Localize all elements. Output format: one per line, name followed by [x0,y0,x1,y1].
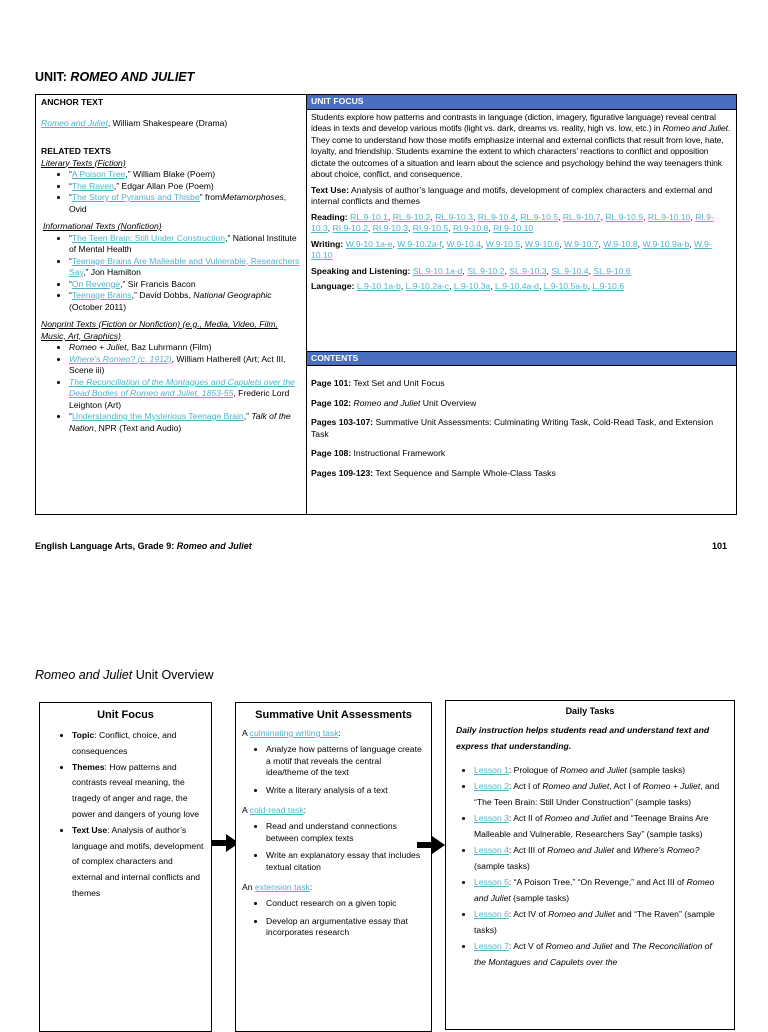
contents-item [311,378,732,390]
assessment-item: • Write an explanatory essay that includes textual citation [266,850,425,874]
cold-read-task-list [242,821,425,874]
anchor-text: Romeo and Juliet, William Shakespeare (Drama) [41,117,228,128]
lesson-link[interactable]: Lesson 5 [474,877,509,887]
lesson-text: (sample tasks) [474,861,530,871]
text-link[interactable]: Where’s Romeo? (c. 1912) [69,353,172,364]
standard-link[interactable]: L.9-10.2a-c [405,281,450,291]
lesson-work-title: Romeo and Juliet [542,781,610,791]
assessment-item: • Conduct research on a given topic [266,898,425,910]
lesson-item [474,906,724,938]
lesson-text: and “The Raven” (sample tasks) [474,909,715,935]
contents-item [311,398,732,410]
lesson-work-title: Romeo and Juliet [474,877,715,903]
lesson-text: : Act II of [508,813,545,823]
lesson-text: : Act I of [508,781,543,791]
contents-page: Pages 103-107: [311,417,374,427]
literary-texts-list [41,169,301,215]
contents-page: Page 108: [311,448,352,458]
informational-text-item [69,256,301,279]
overview-title: Romeo and Juliet Unit Overview [35,668,214,682]
unit-focus-description: Students explore how patterns and contrasts in language (diction, imagery, figurative language) reveal central ideas in texts and develop various motifs (light vs. dark, dreams vs. reality, high vs. low, etc.) in Romeo and Juliet. They come to understand how those motifs emphasize internal and external conflicts that result from love, hate, loyalty, and friendship. Students examine the extent to which characters’ reactions to conflict and opposition dictate the outcomes of a situation and learn about the science and psychology behind the way teenagers think about choice, conflict, and consequence. [311,111,731,179]
standard-link[interactable]: SL.9-10.1a-d [412,265,463,276]
literary-text-item [69,192,301,215]
text-link[interactable]: Understanding the Mysterious Teenage Brain [71,411,244,421]
contents-text: Romeo and Juliet [351,397,421,408]
lesson-item [474,938,724,970]
lesson-item [474,778,724,810]
nonprint-texts-label: Nonprint Texts (Fiction or Nonfiction) (e.g., Media, Video, Film, Music, Art, Graphics) [41,319,278,341]
language-standards: Language: L.9-10.1a-b, L.9-10.2a-c, L.9-10.3a, L.9-10.4a-d, L.9-10.5a-b, L.9-10.6 [311,281,625,291]
contents-page: Page 102: [311,397,352,408]
contents-item [311,417,732,440]
standard-link[interactable]: RI.9-10.8 [452,223,489,233]
text-author: , William Hatherell (Art; Act III, Scene iii) [69,353,286,375]
text-author: ,” David Dobbs, [131,290,194,300]
lesson-text: : Act V of [508,941,546,951]
lesson-text: , and “The Teen Brain: Still Under Construction” (sample tasks) [474,781,720,807]
standard-link[interactable]: W.9-10.8 [603,238,638,249]
text-author: ,” William Blake (Poem) [125,169,216,179]
text-author: ” from [199,192,223,202]
lesson-text: : Act III of [508,845,548,855]
unit-title: UNIT: ROMEO AND JULIET [35,70,195,84]
text-set-table [35,94,737,515]
standard-link[interactable]: L.9-10.3a [453,281,491,291]
informational-text-item [69,279,301,291]
lesson-work-title: Romeo and Juliet [544,813,612,823]
text-link[interactable]: Teenage Brains [71,290,132,300]
unit-focus-box-list [46,728,205,902]
standard-link[interactable]: W.9-10.10 [311,238,712,260]
lesson-work-title: Romeo and Juliet [547,845,614,855]
summative-box-title: Summative Unit Assessments [255,709,412,721]
standard-link[interactable]: SL.9-10.2 [467,265,505,276]
work-title: Romeo + Juliet [69,342,127,352]
culminating-task-list [242,744,425,797]
standard-link[interactable]: W.9-10.4 [446,238,481,249]
cold-read-task-link[interactable]: cold-read task [249,804,304,815]
text-set-column [36,95,307,514]
text-author: ,” Sir Francis Bacon [120,278,196,289]
unit-focus-label: Text Use [72,824,108,835]
lesson-item [474,762,724,778]
informational-text-item [69,233,301,256]
daily-tasks-title: Daily Tasks [565,706,615,716]
text-link[interactable]: The Raven [71,180,114,191]
assessment-item: • Develop an argumentative essay that incorporates research [266,916,425,940]
lessons-list [456,762,724,970]
unit-focus-column [307,95,736,514]
nonprint-text-item [69,354,301,377]
text-author: , Baz Luhrmann (Film) [126,342,212,352]
text-link[interactable]: On Revenge [71,278,121,289]
standard-link[interactable]: L.9-10.4a-d [494,281,539,291]
lesson-work-title: Romeo + Juliet [642,781,701,791]
lesson-link[interactable]: Lesson 1 [474,765,509,775]
contents-page: Pages 109-123: [311,467,374,478]
text-author: , NPR (Text and Audio) [93,422,182,433]
lesson-link[interactable]: Lesson 2 [474,781,509,791]
unit-focus-header: UNIT FOCUS [307,95,736,110]
standard-link[interactable]: RL.9-10.9 [605,211,644,222]
standard-link[interactable]: SL.9-10.4 [551,265,589,276]
contents-text: Instructional Framework [351,448,446,458]
text-link[interactable]: The Reconciliation of the Montagues and Capulets over the Dead Bodies of Romeo and Juliet, 1853-55 [69,376,295,398]
quote-mark: “ [69,232,72,243]
standard-link[interactable]: RI.9-10.10 [493,223,534,233]
page-footer: English Language Arts, Grade 9: Romeo and Juliet [35,541,252,551]
source-title: Talk of the Nation [69,411,291,433]
daily-tasks-intro: Daily instruction helps students read and understand text and express that understanding. [456,725,710,751]
lesson-text: , Act I of [609,781,643,791]
lesson-work-title: The Reconciliation of the Montagues and Capulets over the [474,941,712,967]
standard-link[interactable]: L.9-10.6 [592,281,625,291]
unit-focus-box-title: Unit Focus [97,709,154,721]
contents-text: Text Set and Unit Focus [351,378,445,388]
lesson-text: and [614,845,634,855]
standard-link[interactable]: RI.9-10.5 [412,223,449,233]
unit-focus-text: : Analysis of author’s language and motifs, development of complex characters and external and internal conflicts and themes [72,824,204,898]
contents-item [311,468,732,480]
standard-link[interactable]: W.9-10.2a-f [397,238,442,249]
literary-texts-label: Literary Texts (Fiction) [41,157,126,168]
text-author: ,” Jon Hamilton [83,267,141,277]
culminating-task-label: A culminating writing task: [242,728,341,738]
nonprint-text-item [69,377,301,412]
lesson-link[interactable]: Lesson 6 [474,909,509,919]
contents-text: Text Sequence and Sample Whole-Class Tasks [373,467,556,478]
text-author: ,” Edgar Allan Poe (Poem) [113,180,214,191]
assessment-item: • Write a literary analysis of a text [266,785,425,797]
lesson-text: : Prologue of [508,765,561,775]
unit-focus-item [72,760,205,823]
writing-standards: Writing: W.9-10.1a-e, W.9-10.2a-f, W.9-10.4, W.9-10.5, W.9-10.6, W.9-10.7, W.9-10.8, W.9-10.9a-b, W.9-10.10 [311,238,712,260]
contents-item [311,448,732,460]
text-author: (October 2011) [69,301,127,312]
daily-tasks-box [445,700,735,1030]
speaking-listening-standards: Speaking and Listening: SL.9-10.1a-d, SL.9-10.2, SL.9-10.3, SL.9-10.4, SL.9-10.6 [311,265,631,276]
quote-mark: “ [69,192,72,202]
informational-texts-label: Informational Texts (Nonfiction) [43,221,162,231]
unit-focus-label: Themes [72,761,105,772]
page-number: 101 [712,541,728,551]
lesson-text: : Act IV of [508,909,549,919]
quote-mark: “ [69,411,72,421]
extension-task-label: An extension task: [242,881,313,892]
lesson-text: and “Teenage Brains Are Malleable and Vulnerable, Researchers Say” (sample tasks) [474,813,709,839]
standard-link[interactable]: RL.9-10.5 [520,211,559,222]
standard-link[interactable]: SL.9-10.6 [593,265,631,276]
standard-link[interactable]: SL.9-10.3 [509,265,547,276]
contents-page: Page 101: [311,378,352,388]
standard-link[interactable]: RI.9-10.3 [311,211,714,233]
lesson-link[interactable]: Lesson 7 [474,941,509,951]
nonprint-text-item [69,342,301,354]
quote-mark: “ [69,180,72,191]
culminating-writing-task-link[interactable]: culminating writing task [249,728,339,738]
text-use: Text Use: Analysis of author’s language and motifs, development of complex characters and external and internal conflicts and themes [311,184,713,206]
text-author: , Frederic Lord Leighton (Art) [69,388,290,410]
related-texts-header: RELATED TEXTS [41,146,112,156]
lesson-work-title: Where’s Romeo? [633,845,700,855]
source-title: National Geographic [193,290,272,300]
assessment-item: • Read and understand connections between complex texts [266,821,425,845]
text-link[interactable]: The Teen Brain: Still Under Construction [71,232,226,243]
lesson-item [474,810,724,842]
nonprint-texts-list [41,342,301,434]
source-title: Metamorphoses [222,192,284,202]
text-link[interactable]: A Poison Tree [71,169,126,179]
literary-text-item [69,169,301,181]
standard-link[interactable]: RI.9-10.3 [372,223,409,233]
quote-mark: “ [69,290,72,300]
text-author: ,” National Institute of Mental Health [69,232,297,254]
contents-text: Unit Overview [420,397,477,408]
standard-link[interactable]: W.9-10.6 [524,238,560,249]
unit-focus-item [72,728,205,760]
informational-texts-list [41,233,301,314]
lesson-work-title: Romeo and Juliet [545,941,613,951]
literary-text-item [69,181,301,193]
lesson-text: and [612,941,632,951]
quote-mark: “ [69,278,72,289]
text-link[interactable]: The Story of Pyramus and Thisbe [71,192,200,202]
cold-read-task-label: A cold-read task: [242,804,307,815]
unit-focus-box [39,702,212,1032]
anchor-text-header: ANCHOR TEXT [41,97,104,107]
summative-assessments-box [235,702,432,1032]
unit-focus-text: : How patterns and contrasts reveal meaning, the tragedy of anger and rage, the power and dangers of young love [72,761,200,819]
informational-text-item [69,290,301,313]
standard-link[interactable]: L.9-10.1a-b [356,281,401,291]
text-link[interactable]: Teenage Brains Are Malleable and Vulnerable, Researchers Say [69,255,300,277]
standard-link[interactable]: W.9-10.5 [485,238,521,249]
standard-link[interactable]: RL.9-10.10 [647,211,691,222]
lesson-text: : “A Poison Tree,” “On Revenge,” and Act III of [508,877,687,887]
lesson-work-title: Romeo and Juliet [548,909,615,919]
text-author: , Ovid [69,192,287,214]
standard-link[interactable]: L.9-10.5a-b [543,281,588,291]
lesson-work-title: Romeo and Juliet [560,765,627,775]
assessment-item: • Analyze how patterns of language create a motif that reveals the central idea/theme of the text [266,744,425,779]
text-author: ,” [243,411,252,421]
standard-link[interactable]: RL.9-10.3 [435,211,473,222]
standard-link[interactable]: W.9-10.9a-b [642,238,690,249]
lesson-link[interactable]: Lesson 4 [474,845,509,855]
extension-task-list [242,898,425,939]
nonprint-text-item [69,411,301,434]
lesson-text: (sample tasks) [626,765,686,775]
contents-list [307,366,736,489]
standard-link[interactable]: W.9-10.7 [564,238,599,249]
standard-link[interactable]: RL.9-10.1 [350,211,388,222]
lesson-link[interactable]: Lesson 3 [474,813,509,823]
quote-mark: “ [69,169,72,179]
standard-link[interactable]: RI.9-10.2 [332,223,368,233]
reading-standards: Reading: RL.9-10.1, RL.9-10.2, RL.9-10.3, RL.9-10.4, RL.9-10.5, RL.9-10.7, RL.9-10.9, RL.9-10.10, RI.9-10.3, RI.9-10.2, RI.9-10.3, RI.9-10.5, RI.9-10.8, RI.9-10.10 [311,211,714,233]
lesson-item [474,842,724,874]
unit-focus-text: : Conflict, choice, and consequences [72,730,177,756]
unit-focus-item [72,823,205,902]
quote-mark: “ [69,255,72,266]
contents-header: CONTENTS [307,351,736,367]
standard-link[interactable]: RL.9-10.4 [477,211,516,222]
lesson-text: (sample tasks) [510,893,570,903]
standard-link[interactable]: RL.9-10.2 [392,211,431,222]
standard-link[interactable]: W.9-10.1a-e [345,238,393,249]
lesson-item [474,874,724,906]
extension-task-link[interactable]: extension task [254,881,310,892]
contents-text: Summative Unit Assessments: Culminating Writing Task, Cold-Read Task, and Extension Task [311,417,714,439]
arrow-right-icon [417,836,445,854]
unit-focus-label: Topic [72,730,95,740]
anchor-text-link[interactable]: Romeo and Juliet [41,117,108,128]
standard-link[interactable]: RL.9-10.7 [562,211,601,222]
